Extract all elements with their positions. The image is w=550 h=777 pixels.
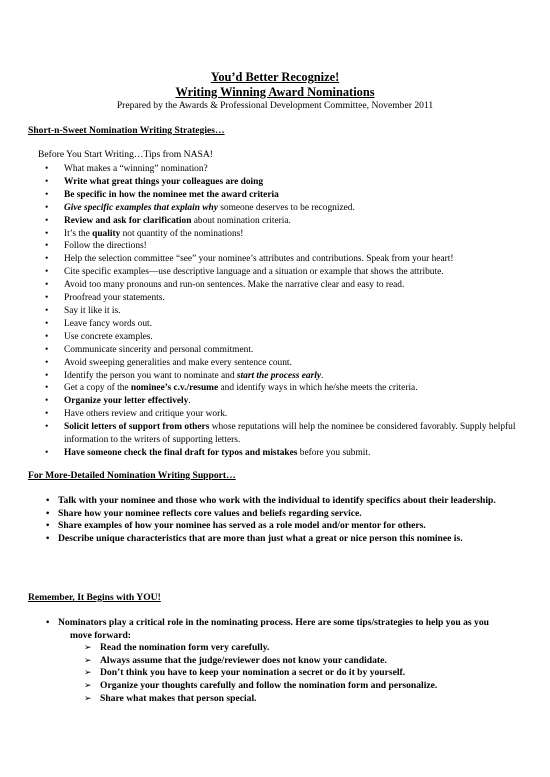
list-item: • Get a copy of the nominee’s c.v./resume and identify ways in which he/she meets the criteria. <box>0 382 550 395</box>
tips-sublist <box>0 642 550 705</box>
list-item: • Share how your nominee reflects core values and beliefs regarding service. <box>0 508 550 521</box>
list-item: • Cite specific examples—use descriptive language and a situation or example that shows the attribute. <box>0 266 550 279</box>
list-item: • Review and ask for clarification about nomination criteria. <box>0 215 550 228</box>
section-heading-strategies: Short-n-Sweet Nomination Writing Strategies… <box>28 125 225 136</box>
list-item: ➢ Don’t think you have to keep your nomination a secret or do it by yourself. <box>0 667 550 680</box>
list-item: • Solicit letters of support from others whose reputations will help the nominee be considered favorably. Supply helpful information to the writers of supporting letters. <box>0 421 550 447</box>
list-item: • Share examples of how your nominee has served as a role model and/or mentor for others. <box>0 520 550 533</box>
section-heading-detailed-support: For More-Detailed Nomination Writing Support… <box>28 470 236 481</box>
list-item: • Follow the directions! <box>0 240 550 253</box>
list-item: • Have others review and critique your work. <box>0 408 550 421</box>
list-item: ➢ Read the nomination form very carefully. <box>0 642 550 655</box>
strategies-list <box>0 163 550 460</box>
list-item: • Communicate sincerity and personal commitment. <box>0 344 550 357</box>
list-item: • Leave fancy words out. <box>0 318 550 331</box>
list-item: • Be specific in how the nominee met the award criteria <box>0 189 550 202</box>
list-item: • Use concrete examples. <box>0 331 550 344</box>
list-item: • Identify the person you want to nominate and start the process early. <box>0 370 550 383</box>
list-item: • It’s the quality not quantity of the nominations! <box>0 228 550 241</box>
list-item: • Write what great things your colleagues are doing <box>0 176 550 189</box>
list-item: • Help the selection committee “see” your nominee’s attributes and contributions. Speak from your heart! <box>0 253 550 266</box>
detailed-support-list <box>0 495 550 545</box>
document-title: You’d Better Recognize! <box>210 70 340 84</box>
list-item: ➢ Organize your thoughts carefully and follow the nomination form and personalize. <box>0 680 550 693</box>
section-heading-remember: Remember, It Begins with YOU! <box>28 592 161 603</box>
section-intro: Before You Start Writing…Tips from NASA! <box>38 149 213 160</box>
list-item: • Organize your letter effectively. <box>0 395 550 408</box>
list-item: • Nominators play a critical role in the nominating process. Here are some tips/strategies to help you as you move forward: <box>0 617 550 642</box>
list-item: • Say it like it is. <box>0 305 550 318</box>
list-item: • Talk with your nominee and those who work with the individual to identify specifics about their leadership. <box>0 495 550 508</box>
document-subtitle: Writing Winning Award Nominations <box>175 85 375 99</box>
list-item: • Have someone check the final draft for typos and mistakes before you submit. <box>0 447 550 460</box>
list-item: ➢ Always assume that the judge/reviewer does not know your candidate. <box>0 655 550 668</box>
list-item: ➢ Share what makes that person special. <box>0 693 550 706</box>
list-item: • What makes a “winning” nomination? <box>0 163 550 176</box>
list-item: • Avoid sweeping generalities and make every sentence count. <box>0 357 550 370</box>
list-item: • Describe unique characteristics that are more than just what a great or nice person this nominee is. <box>0 533 550 546</box>
prepared-by-line: Prepared by the Awards & Professional Development Committee, November 2011 <box>116 100 434 111</box>
list-item: • Proofread your statements. <box>0 292 550 305</box>
list-item: • Give specific examples that explain why someone deserves to be recognized. <box>0 202 550 215</box>
list-item: • Avoid too many pronouns and run-on sentences. Make the narrative clear and easy to read. <box>0 279 550 292</box>
remember-section <box>0 617 550 705</box>
